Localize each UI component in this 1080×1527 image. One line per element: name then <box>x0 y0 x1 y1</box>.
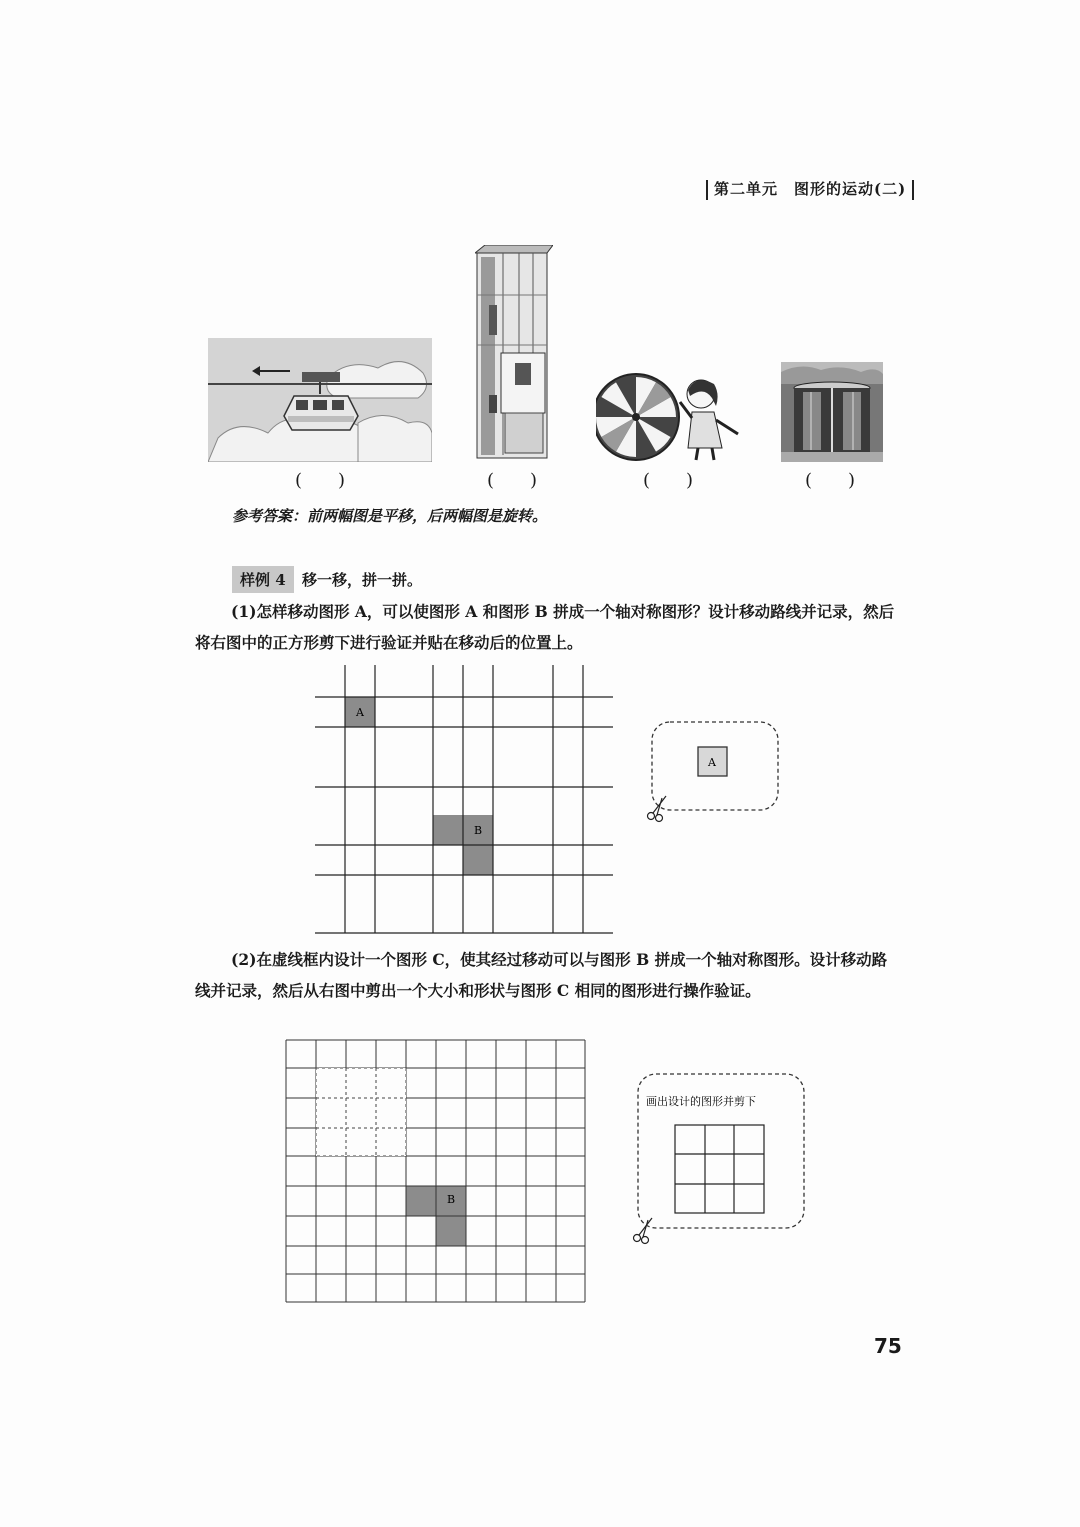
running-header <box>700 178 920 200</box>
cutout-grid[interactable] <box>675 1125 764 1213</box>
header-right-bar <box>912 180 914 200</box>
page-number: 75 <box>874 1334 902 1358</box>
example-title: 移一移，拼一拼。 <box>302 571 423 589</box>
cutout-caption: 画出设计的图形并剪下 <box>646 1095 756 1108</box>
header-title: 第二单元 图形的运动(二) <box>714 180 907 198</box>
example-label: 样例 4 <box>232 566 294 593</box>
answer-blank-4: ( ) <box>804 470 856 491</box>
reference-answer: 参考答案：前两幅图是平移，后两幅图是旋转。 <box>232 507 548 525</box>
grid-2 <box>284 1038 588 1306</box>
shape-b-bottom <box>463 845 493 875</box>
revolving-door-picture <box>781 362 883 462</box>
wheel-and-girl-picture <box>596 372 744 462</box>
answer-blank-2: ( ) <box>486 470 538 491</box>
answer-blank-1: ( ) <box>294 470 346 491</box>
shape-b-bottom-2 <box>436 1216 466 1246</box>
shape-b-label: B <box>473 824 483 837</box>
answer-blank-3: ( ) <box>642 470 694 491</box>
cable-car-picture <box>208 338 432 462</box>
shape-a-label: A <box>356 706 364 719</box>
shape-b-label-2: B <box>446 1193 456 1206</box>
elevator-picture <box>475 245 553 460</box>
cutout-box-1 <box>642 718 784 826</box>
cutout-square-label: A <box>708 756 716 769</box>
part2-instructions: (2)在虚线框内设计一个图形 C，使其经过移动可以与图形 B 拼成一个轴对称图形。设计移动路线并记录，然后从右图中剪出一个大小和形状与图形 C 相同的图形进行操作验证。 <box>195 950 888 1000</box>
cutout-box-2 <box>628 1070 810 1248</box>
header-left-bar <box>706 180 708 200</box>
grid-1 <box>312 665 616 935</box>
part1-instructions: (1)怎样移动图形 A，可以使图形 A 和图形 B 拼成一个轴对称图形？设计移动路线并记录，然后将右图中的正方形剪下进行验证并贴在移动后的位置上。 <box>195 602 895 652</box>
